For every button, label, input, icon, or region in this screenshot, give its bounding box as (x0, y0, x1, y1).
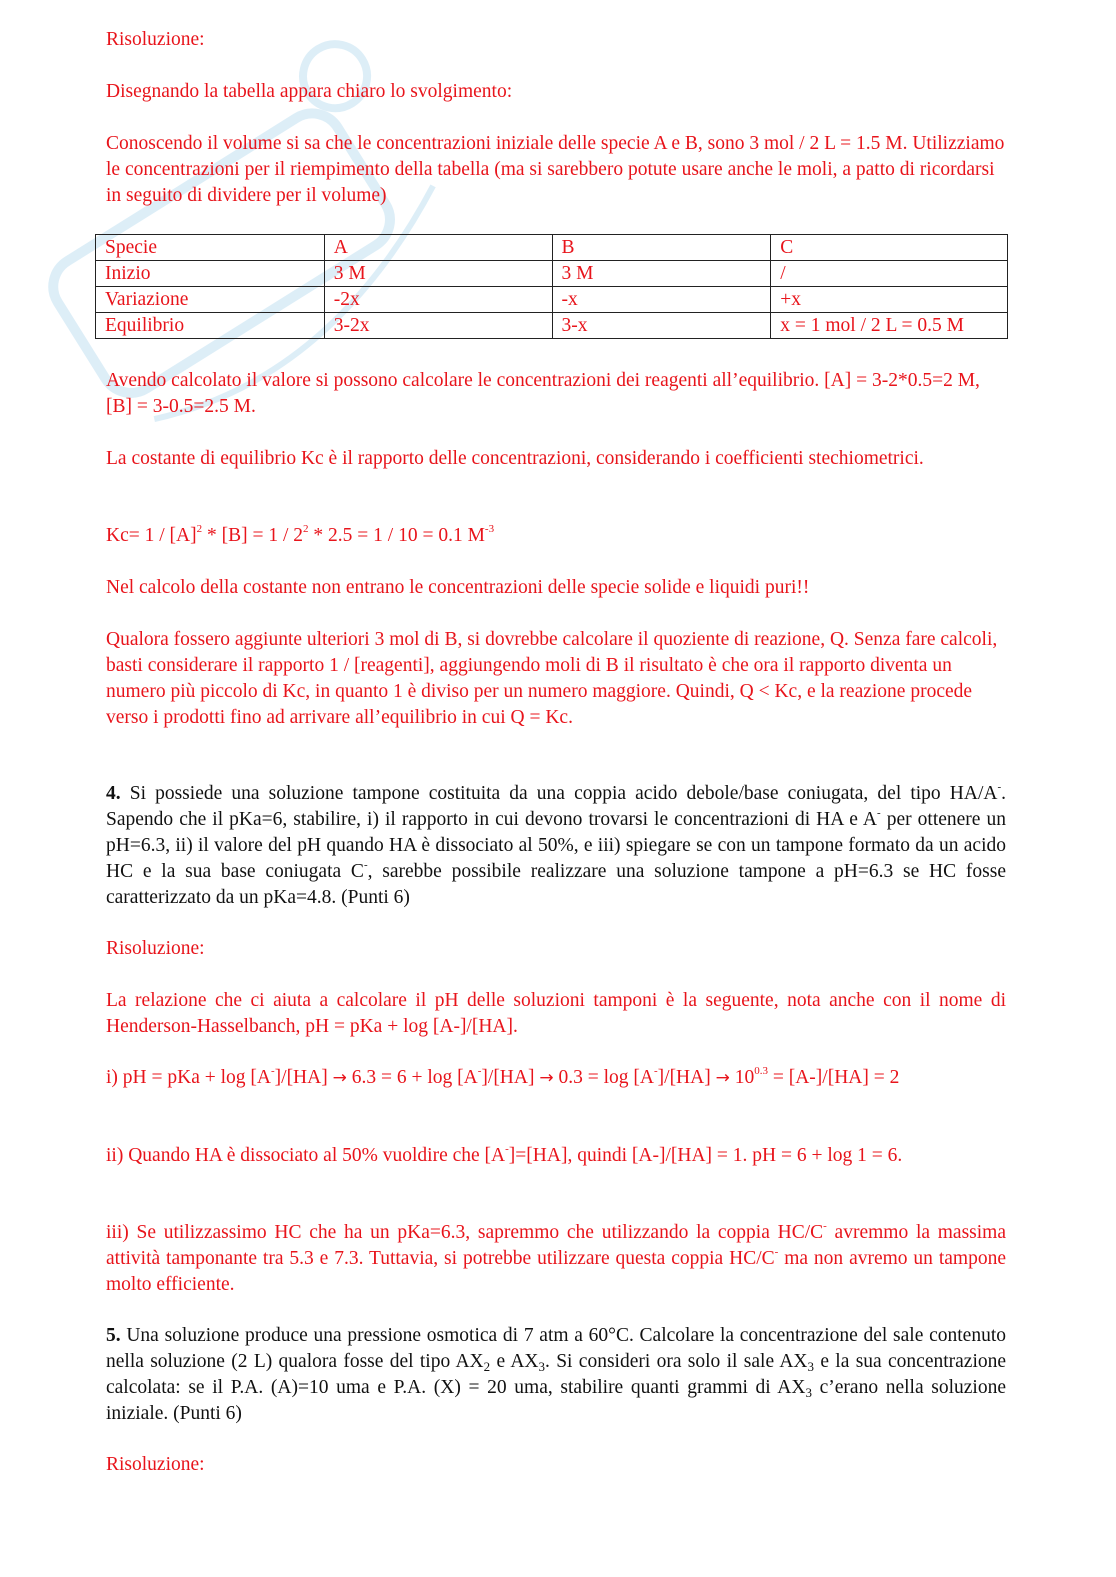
table-cell: Inizio (96, 261, 325, 287)
table-cell: 3-2x (324, 313, 552, 339)
table-cell: Specie (96, 235, 325, 261)
volume-paragraph: Conoscendo il volume si sa che le concentrazioni iniziale delle specie A e B, sono 3 mol / 2 L = 1.5 M. Utilizziamo le concentrazioni per il riempimento della tabella (ma si sarebbero potute usare anche le moli, a patto di ricordarsi in seguito di dividere per il volume) (106, 133, 1005, 206)
table-row (96, 235, 1008, 261)
question-4: 4. Si possiede una soluzione tampone costituita da una coppia acido debole/base coniugata, del tipo HA/A-. Sapendo che il pKa=6, stabilire, i) il rapporto in cui devono trovarsi le concentrazioni di HA e A- per ottenere un pH=6.3, ii) il valore del pH quando HA è dissociato al 50%, e iii) spiegare se con un tampone formato da un acido HC e la sua base coniugata C-, sarebbe possibile realizzare una soluzione tampone a pH=6.3 se HC fosse caratterizzato da un pKa=4.8. (Punti 6) (106, 781, 1006, 908)
table-cell: -x (552, 287, 771, 313)
table-cell: Equilibrio (96, 313, 325, 339)
part-ii: ii) Quando HA è dissociato al 50% vuoldire che [A-]=[HA], quindi [A-]/[HA] = 1. pH = 6 + log 1 = 6. (106, 1143, 903, 1166)
table-cell: +x (771, 287, 1008, 313)
kc-definition: La costante di equilibrio Kc è il rapporto delle concentrazioni, considerando i coefficienti stechiometrici. (106, 448, 924, 469)
table-cell: 3-x (552, 313, 771, 339)
table-cell: / (771, 261, 1008, 287)
table-cell: A (324, 235, 552, 261)
table-row (96, 261, 1008, 287)
table-cell: B (552, 235, 771, 261)
table-cell: x = 1 mol / 2 L = 0.5 M (771, 313, 1008, 339)
part-iii: iii) Se utilizzassimo HC che ha un pKa=6.3, sapremmo che utilizzando la coppia HC/C- avremmo la massima attività tamponante tra 5.3 e 7.3. Tuttavia, si potrebbe utilizzare questa coppia HC/C- ma non avremo un tampone molto efficiente. (106, 1220, 1007, 1295)
part-i: i) pH = pKa + $\log [A^-]/[HA] \to 6.3 = 6 + \log [A^-]/[HA] \to 0.3 = \log [A^-]/[HA] \to 10^{0.3} = [A-]/[HA] = 2$ (106, 1065, 900, 1088)
table-cell: 3 M (552, 261, 771, 287)
equilibrium-paragraph: Avendo calcolato il valore si possono calcolare le concentrazioni dei reagenti all’equilibrio. [A] = 3-2*0.5=2 M, [B] = 3-0.5=2.5 M. (106, 370, 980, 417)
kc-formula: $Kc= 1 / [A]^2 * [B] = 1 / 2^2 * 2.5 = 1 / 10 = 0.1$ $M^{-3}$ (106, 523, 495, 546)
solution-heading: Risoluzione: (106, 938, 205, 959)
ice-table (95, 234, 1008, 339)
quotient-paragraph: Qualora fossero aggiunte ulteriori 3 mol di B, si dovrebbe calcolare il quoziente di reazione, Q. Senza fare calcoli, basti considerare il rapporto 1 / [reagenti], aggiungendo moli di B il risultato è che ora il rapporto diventa un numero più piccolo di Kc, in quanto 1 è diviso per un numero maggiore. Quindi, Q < Kc, e la reazione procede verso i prodotti fino ad arrivare all’equilibrio in cui Q = Kc. (106, 629, 998, 728)
table-row (96, 313, 1008, 339)
table-row (96, 287, 1008, 313)
solution-heading: Risoluzione: (106, 29, 205, 50)
note-paragraph: Nel calcolo della costante non entrano le concentrazioni delle specie solide e liquidi puri!! (106, 577, 810, 598)
henderson-paragraph: La relazione che ci aiuta a calcolare il pH delle soluzioni tamponi è la seguente, nota anche con il nome di Henderson-Hasselbanch, pH = pKa + log [A-]/[HA]. (106, 990, 1006, 1037)
table-cell: Variazione (96, 287, 325, 313)
question-5: 5. Una soluzione produce una pressione osmotica di 7 atm a 60°C. Calcolare la concentrazione del sale contenuto nella soluzione (2 L) qualora fosse del tipo $AX_2$ e $AX_3$. Si consideri ora solo il sale $AX_3$ e la sua concentrazione calcolata: se il P.A. (A)=10 uma e P.A. (X) = 20 uma, stabilire quanti grammi di $AX_3$ c’erano nella soluzione iniziale. (Punti 6) (106, 1325, 1007, 1424)
table-cell: C (771, 235, 1008, 261)
solution-heading: Risoluzione: (106, 1454, 205, 1475)
table-cell: -2x (324, 287, 552, 313)
table-intro: Disegnando la tabella appara chiaro lo svolgimento: (106, 81, 513, 102)
table-cell: 3 M (324, 261, 552, 287)
